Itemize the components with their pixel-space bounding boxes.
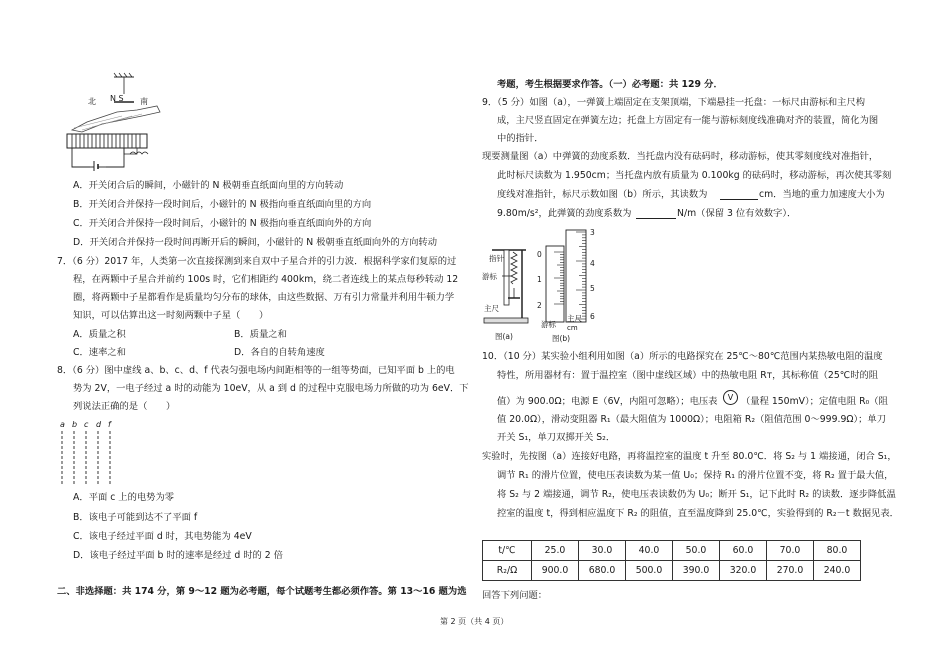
q7-line-2: 程，在两颗中子星合并前约 100s 时，它们相距约 400km，绕二者连线上的某点每秒转动 12 <box>73 274 459 285</box>
q9-line-2: 成，主尺竖直固定在弹簧左边；托盘上方固定有一能与游标刻度线准确对齐的装置，简化为图 <box>497 115 879 126</box>
table-cell: 30.0 <box>579 541 626 561</box>
fig-b-caption: 图(b) <box>552 334 571 343</box>
plane-label-d: d <box>96 420 102 429</box>
section-2-heading: 二、非选择题：共 174 分，第 9～12 题为必考题，每个试题考生都必须作答。第 13～16 题为选 <box>57 586 467 597</box>
vernier-tick-1: 1 <box>537 275 542 284</box>
q10-line-8: 将 S₂ 与 2 端接通，调节 R₂，使电压表读数仍为 U₀；断开 S₁，记下此时 R₂ 的读数．逐步降低温 <box>497 489 896 500</box>
q9-line-1: 9．（5 分）如图（a），一弹簧上端固定在支架顶端，下端悬挂一托盘：一标尺由游标和主尺构 <box>482 97 866 108</box>
q7-option-d: D．各自的自转角速度 <box>234 347 325 358</box>
table-row-temperature <box>483 541 861 561</box>
q10-line-3b: （量程 150mV）；定值电阻 R₀（阻 <box>741 396 888 407</box>
q9-blank-1[interactable] <box>720 199 758 200</box>
main-tick-4: 4 <box>590 259 595 268</box>
r2-t-data-table <box>482 540 861 581</box>
table-cell: R₂/Ω <box>483 561 532 581</box>
q9-measure-line-3a: 度线对准指针，标尺示数如图（b）所示，其读数为 <box>497 189 708 200</box>
q7-line-4: 知识，可以估算出这一时刻两颗中子星（ ） <box>73 310 269 321</box>
plane-label-a: a <box>60 420 65 429</box>
q8-line-2: 势为 2V，一电子经过 a 时的动能为 10eV，从 a 到 d 的过程中克服电场力所做的功为 6eV．下 <box>73 383 469 394</box>
plane-label-c: c <box>84 420 89 429</box>
q10-line-9: 控室的温度 t，得到相应温度下 R₂ 的阻值，直至温度降到 25.0℃，实验得到的 R₂－t 数据见表． <box>497 508 899 519</box>
q8-option-b: B．该电子可能到达不了平面 f <box>73 512 198 523</box>
table-cell: 60.0 <box>720 541 767 561</box>
q6-circuit-figure <box>62 72 172 172</box>
plane-label-f: f <box>108 420 111 429</box>
equipotential-planes-figure <box>58 431 120 487</box>
q10-line-4: 值 20.0Ω），滑动变阻器 R₁（最大阻值为 1000Ω）；电阻箱 R₂（阻值范围 0～999.9Ω）；单刀 <box>497 414 887 425</box>
page-footer: 第 2 页（共 4 页） <box>440 617 509 626</box>
main-tick-3: 3 <box>590 228 595 237</box>
table-cell: 80.0 <box>814 541 861 561</box>
fig-a-main-scale-label: 主尺 <box>484 304 499 313</box>
q10-line-3a: 值）为 900.0Ω；电源 E（6V，内阻可忽略）；电压表 <box>497 396 718 407</box>
table-cell: 25.0 <box>532 541 579 561</box>
q9-measure-line-3b: cm．当地的重力加速度大小为 <box>759 189 885 200</box>
q6-option-c: C．开关闭合并保持一段时间后，小磁针的 N 极指向垂直纸面向外的方向 <box>73 218 372 229</box>
answer-prompt: 回答下列问题： <box>482 590 548 601</box>
q8-option-c: C．该电子经过平面 d 时，其电势能为 4eV <box>73 531 252 542</box>
q6-option-b: B．开关闭合并保持一段时间后，小磁针的 N 极指向垂直纸面向里的方向 <box>73 199 372 210</box>
q8-option-d: D．该电子经过平面 b 时的速率是经过 d 时的 2 倍 <box>73 550 283 561</box>
table-cell: 390.0 <box>673 561 720 581</box>
plane-label-b: b <box>72 420 78 429</box>
fig-b-main-label: 主尺 <box>567 314 582 323</box>
q8-line-3: 列说法正确的是（ ） <box>73 401 176 412</box>
q9-measure-line-1: 现要测量图（a）中弹簧的劲度系数．当托盘内没有砝码时，移动游标，使其零刻度线对准指针， <box>482 151 879 162</box>
fig-b-unit: cm <box>567 324 578 332</box>
q9-measure-line-4a: 9.80m/s²，此弹簧的劲度系数为 <box>497 208 632 219</box>
q10-line-7: 调节 R₁ 的滑片位置，使电压表读数为某一值 U₀；保持 R₁ 的滑片位置不变，将 R₂ 置于最大值， <box>497 470 894 481</box>
fig-b-vernier-label: 游标 <box>541 320 556 329</box>
q10-line-6: 实验时，先按图（a）连接好电路，再将温控室的温度 t 升至 80.0℃．将 S₂ 与 1 端接通，闭合 S₁， <box>482 451 897 462</box>
table-cell: 500.0 <box>626 561 673 581</box>
main-tick-6: 6 <box>590 312 595 321</box>
q8-line-1: 8．（6 分）图中虚线 a、b、c、d、f 代表匀强电场内间距相等的一组等势面，已知平面 b 上的电 <box>57 365 455 376</box>
vernier-tick-2: 2 <box>537 301 542 310</box>
q7-option-a: A．质量之积 <box>73 329 126 340</box>
q6-fig-south-label: 南 <box>140 97 148 106</box>
q7-option-c: C．速率之和 <box>73 347 126 358</box>
q10-line-1: 10．（10 分）某实验小组利用如图（a）所示的电路探究在 25℃～80℃范围内某热敏电阻的温度 <box>482 351 883 362</box>
vernier-tick-0: 0 <box>537 250 542 259</box>
table-cell: 320.0 <box>720 561 767 581</box>
fig-a-vernier-label: 游标 <box>482 272 497 281</box>
q7-line-3: 圈，将两颗中子星都看作是质量均匀分布的球体，由这些数据、万有引力常量并利用牛顿力学 <box>73 292 455 303</box>
q9-measure-line-4b: N/m（保留 3 位有效数字）． <box>677 208 797 219</box>
q8-option-a: A．平面 c 上的电势为零 <box>73 492 175 503</box>
table-cell: t/℃ <box>483 541 532 561</box>
q10-line-2: 特性，所用器材有：置于温控室（图中虚线区域）中的热敏电阻 Rт，其标称值（25℃时的阻 <box>497 370 879 381</box>
table-cell: 50.0 <box>673 541 720 561</box>
table-cell: 900.0 <box>532 561 579 581</box>
main-tick-5: 5 <box>590 284 595 293</box>
table-cell: 240.0 <box>814 561 861 581</box>
main-scale-ticks <box>576 232 586 319</box>
fig-a-caption: 图(a) <box>495 332 513 341</box>
q9-blank-2[interactable] <box>636 218 676 219</box>
table-cell: 40.0 <box>626 541 673 561</box>
q6-fig-north-label: 北 <box>88 97 96 106</box>
vernier-scale-ticks <box>554 252 564 304</box>
section-continuation: 考题，考生根据要求作答。（一）必考题：共 129 分． <box>497 79 723 90</box>
q9-measure-line-2: 此时标尺读数为 1.950cm；当托盘内放有质量为 0.100kg 的砝码时，移动游标，再次使其零刻 <box>497 170 892 181</box>
q6-option-a: A．开关闭合后的瞬间，小磁针的 N 极朝垂直纸面向里的方向转动 <box>73 180 344 191</box>
voltmeter-symbol: V <box>723 390 738 405</box>
table-cell: 70.0 <box>767 541 814 561</box>
q10-line-5: 开关 S₁，单刀双掷开关 S₂． <box>497 432 616 443</box>
q9-line-3: 中的指针． <box>497 133 544 144</box>
fig-a-pointer-label: 指针 <box>489 254 504 263</box>
table-cell: 270.0 <box>767 561 814 581</box>
q6-option-d: D．开关闭合并保持一段时间再断开后的瞬间，小磁针的 N 极朝垂直纸面向外的方向转动 <box>73 237 438 248</box>
table-cell: 680.0 <box>579 561 626 581</box>
q6-fig-needle-label: N S <box>110 94 124 103</box>
table-row-resistance <box>483 561 861 581</box>
q7-line-1: 7．（6 分）2017 年，人类第一次直接探测到来自双中子星合并的引力波．根据科学家们复原的过 <box>57 256 457 267</box>
q7-option-b: B．质量之和 <box>234 329 287 340</box>
